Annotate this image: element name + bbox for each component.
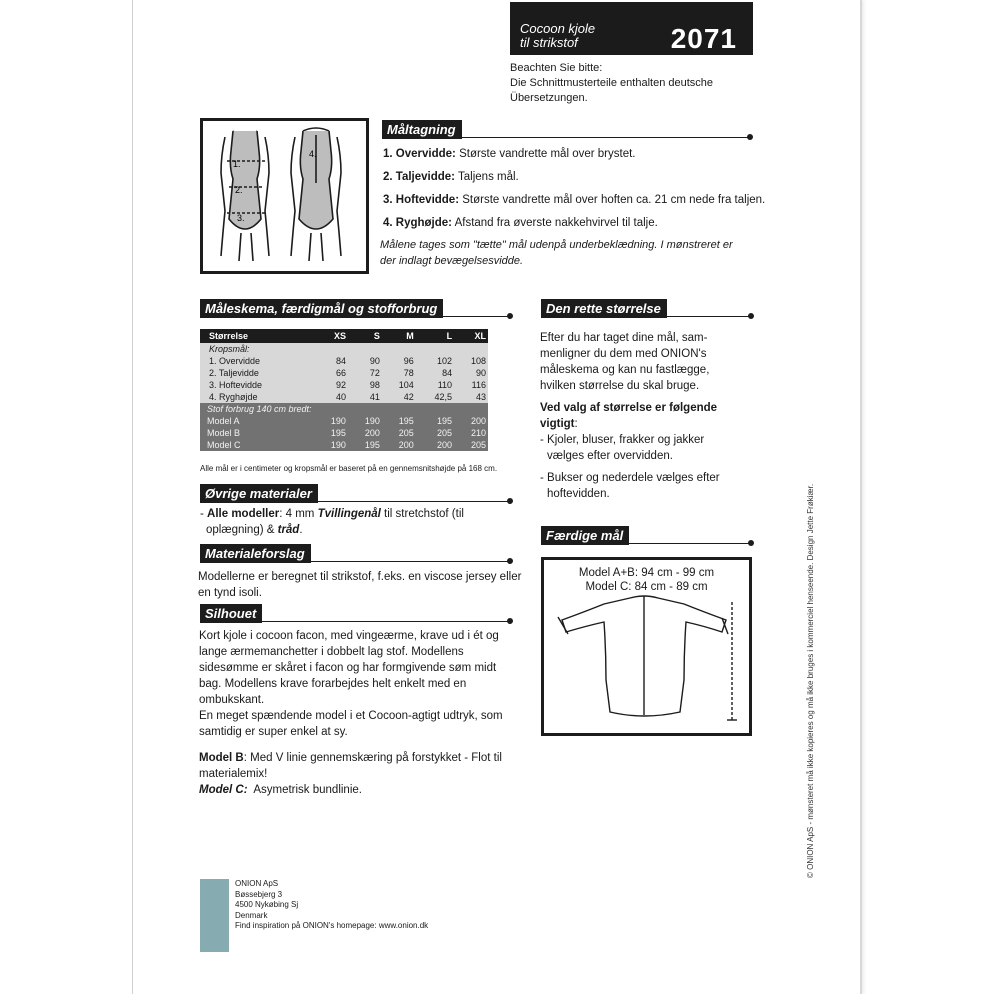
oevrige-text xyxy=(200,506,464,538)
company-web: Find inspiration på ONION's homepage: www.onion.dk xyxy=(235,921,429,930)
rette-bullet1-line2: vælges efter overvidden. xyxy=(547,450,673,462)
oevrige-text2: til stretchstof (til xyxy=(380,508,464,520)
figure-label-3: 3. xyxy=(237,213,245,223)
maaltagning-heading: Måltagning xyxy=(382,120,462,139)
table-cell: 104 xyxy=(382,379,416,391)
rette-bullet1: - Kjoler, bluser, frakker og jakker xyxy=(540,434,705,446)
rette-bullet2: - Bukser og nederdele vælges efter xyxy=(540,472,720,484)
table-cell: 108 xyxy=(454,355,488,367)
title-box xyxy=(510,2,753,55)
measure-label-3: 3. Hoftevidde: xyxy=(383,194,460,206)
table-header-cell: L xyxy=(416,329,454,343)
rette-bold-line1: Ved valg af størrelse er følgende xyxy=(540,402,718,414)
oevrige-line2-italic: tråd xyxy=(277,524,300,536)
stof-label: Stof forbrug 140 cm bredt: xyxy=(200,403,488,415)
company-info xyxy=(235,879,428,932)
table-cell: 200 xyxy=(416,439,454,451)
copyright-vertical: © ONION ApS - mønsteret må ikke kopieres og må ikke bruges i kommerciel henseende. Design Jette Frøkiær. xyxy=(806,483,815,878)
german-note-line3: Übersetzungen. xyxy=(510,92,588,104)
oevrige-bold: Alle modeller xyxy=(207,508,280,520)
section-header-rette-stoerrelse xyxy=(541,299,751,320)
table-cell: Model C xyxy=(200,439,314,451)
measure-label-2: 2. Taljevidde: xyxy=(383,171,456,183)
company-city: 4500 Nykøbing Sj xyxy=(235,900,299,909)
table-cell: 205 xyxy=(454,439,488,451)
table-cell: 90 xyxy=(348,355,382,367)
oevrige-heading: Øvrige materialer xyxy=(200,484,318,503)
table-cell: 190 xyxy=(314,415,348,427)
rette-stoerrelse-text xyxy=(540,330,720,502)
company-country: Denmark xyxy=(235,910,268,920)
table-header-cell: Størrelse xyxy=(200,329,314,343)
table-cell: 96 xyxy=(382,355,416,367)
figure-label-2: 2. xyxy=(235,185,243,195)
table-row xyxy=(200,391,488,403)
model-b-label: Model B xyxy=(199,752,244,764)
german-note-line1: Beachten Sie bitte: xyxy=(510,62,603,74)
pattern-name xyxy=(520,22,595,50)
table-row xyxy=(200,415,488,427)
measuring-figure xyxy=(200,118,369,274)
model-c-label: Model C: xyxy=(199,784,248,796)
rette-line: hvilken størrelse du skal bruge. xyxy=(540,380,700,392)
table-cell: 40 xyxy=(314,391,348,403)
figure-label-4: 4. xyxy=(309,149,317,159)
table-cell: 92 xyxy=(314,379,348,391)
table-cell: 72 xyxy=(348,367,382,379)
finished-measure-ab: Model A+B: 94 cm - 99 cm xyxy=(578,567,715,579)
table-header-row xyxy=(200,329,488,343)
table-cell: 3. Hoftevidde xyxy=(200,379,314,391)
silhouet-heading: Silhouet xyxy=(200,604,262,623)
table-row xyxy=(200,379,488,391)
maaleskema-heading: Måleskema, færdigmål og stofforbrug xyxy=(200,299,443,318)
table-header-cell: S xyxy=(348,329,382,343)
measure-item-1 xyxy=(383,148,635,160)
german-note xyxy=(510,61,713,106)
rette-bullet2-line2: hoftevidden. xyxy=(547,488,610,500)
kropsmaal-label: Kropsmål: xyxy=(200,343,488,355)
model-c-text: Asymetrisk bundlinie. xyxy=(247,784,362,796)
rette-bold-end: : xyxy=(574,418,578,430)
table-cell: 98 xyxy=(348,379,382,391)
table-cell: 4. Ryghøjde xyxy=(200,391,314,403)
table-cell: 43 xyxy=(454,391,488,403)
table-cell: 210 xyxy=(454,427,488,439)
table-cell: 200 xyxy=(454,415,488,427)
model-b-text: : Med V linie gennemskæring på forstykket - Flot til xyxy=(243,752,502,764)
table-cell: 195 xyxy=(416,415,454,427)
table-cell: 110 xyxy=(416,379,454,391)
figure-label-1: 1. xyxy=(233,159,241,169)
table-header-cell: XS xyxy=(314,329,348,343)
body-figure-icon xyxy=(203,121,366,271)
pattern-name-line2: til strikstof xyxy=(520,35,578,50)
pattern-name-line1: Cocoon kjole xyxy=(520,21,596,36)
finished-measure-c: Model C: 84 cm - 89 cm xyxy=(585,581,708,593)
silhouet-line: ombukskant. xyxy=(199,694,265,706)
oevrige-text1: : 4 mm xyxy=(279,508,318,520)
measure-note-line2: der indlagt bevægelsesvidde. xyxy=(380,255,524,267)
table-cell: 2. Taljevidde xyxy=(200,367,314,379)
oevrige-prefix: - xyxy=(200,508,208,520)
size-footnote: Alle mål er i centimeter og kropsmål er baseret på en gennemsnitshøjde på 168 cm. xyxy=(200,464,498,473)
section-header-faerdige-maal xyxy=(541,526,751,547)
table-cell: 42,5 xyxy=(416,391,454,403)
materialeforslag-heading: Materialeforslag xyxy=(200,544,311,563)
oevrige-line2: oplægning) & xyxy=(206,524,278,536)
table-cell: 190 xyxy=(314,439,348,451)
silhouet-text xyxy=(199,628,503,798)
german-note-line2: Die Schnittmusterteile enthalten deutsche xyxy=(510,77,714,89)
table-cell: 190 xyxy=(348,415,382,427)
measure-item-2 xyxy=(383,171,519,183)
table-cell: 84 xyxy=(314,355,348,367)
silhouet-line: bag. Modellens krave forarbejdes helt enkelt med en xyxy=(199,678,467,690)
section-header-maaltagning xyxy=(382,120,750,141)
table-cell: 195 xyxy=(348,439,382,451)
color-swatch xyxy=(200,879,229,952)
pattern-number: 2071 xyxy=(670,23,737,54)
measure-item-3 xyxy=(383,194,765,206)
table-row xyxy=(200,427,488,439)
table-cell: Model B xyxy=(200,427,314,439)
materialeforslag-line2: en tynd isoli. xyxy=(198,587,262,599)
rette-line: måleskema og kan nu fastlægge, xyxy=(540,364,710,376)
silhouet-line: En meget spændende model i et Cocoon-agtigt udtryk, som xyxy=(199,710,503,722)
oevrige-line2-end: . xyxy=(299,524,303,536)
oevrige-italic: Tvillingenål xyxy=(317,508,381,520)
table-cell: 41 xyxy=(348,391,382,403)
measure-text-4: Afstand fra øverste nakkehvirvel til talje. xyxy=(454,217,658,229)
table-cell: 195 xyxy=(314,427,348,439)
measure-text-1: Største vandrette mål over brystet. xyxy=(459,148,636,160)
table-cell: 205 xyxy=(382,427,416,439)
company-name: ONION ApS xyxy=(235,879,279,888)
company-street: Bøssebjerg 3 xyxy=(235,889,283,899)
size-table xyxy=(200,329,488,451)
table-row xyxy=(200,439,488,451)
garment-flat-icon xyxy=(544,560,749,733)
table-cell: 195 xyxy=(382,415,416,427)
section-header-oevrige xyxy=(200,484,510,505)
table-cell: 90 xyxy=(454,367,488,379)
finished-garment-box xyxy=(541,557,752,736)
table-row xyxy=(200,367,488,379)
rette-line: Efter du har taget dine mål, sam- xyxy=(540,332,708,344)
rette-stoerrelse-heading: Den rette størrelse xyxy=(541,299,667,318)
silhouet-line: Kort kjole i cocoon facon, med vingeærme, krave ud i ét og xyxy=(199,630,499,642)
rette-bold-line2: vigtigt xyxy=(540,418,575,430)
size-chart xyxy=(200,329,488,451)
measure-item-4 xyxy=(383,217,658,229)
silhouet-line: lange ærmemanchetter i dobbelt lag stof. Modellens xyxy=(199,646,464,658)
materialeforslag-line1: Modellerne er beregnet til strikstof, f.eks. en viscose jersey eller xyxy=(198,571,522,583)
table-cell: 205 xyxy=(416,427,454,439)
rette-line: menligner du dem med ONION's xyxy=(540,348,707,360)
measure-text-2: Taljens mål. xyxy=(458,171,519,183)
table-row xyxy=(200,355,488,367)
section-header-silhouet xyxy=(200,604,510,625)
materialeforslag-text xyxy=(198,569,521,601)
table-header-cell: M xyxy=(382,329,416,343)
measure-note xyxy=(380,237,733,269)
table-cell: 116 xyxy=(454,379,488,391)
table-cell: 102 xyxy=(416,355,454,367)
faerdige-maal-heading: Færdige mål xyxy=(541,526,629,545)
measure-note-line1: Målene tages som "tætte" mål udenpå underbeklædning. I mønstreret er xyxy=(380,239,733,251)
measure-label-4: 4. Ryghøjde: xyxy=(383,217,453,229)
table-cell: 1. Overvidde xyxy=(200,355,314,367)
model-b-text2: materialemix! xyxy=(199,768,268,780)
table-cell: 78 xyxy=(382,367,416,379)
silhouet-line: samtidig er super enkel at sy. xyxy=(199,726,348,738)
table-cell: 66 xyxy=(314,367,348,379)
table-cell: Model A xyxy=(200,415,314,427)
table-cell: 42 xyxy=(382,391,416,403)
table-cell: 200 xyxy=(382,439,416,451)
table-header-cell: XL xyxy=(454,329,488,343)
section-header-maaleskema xyxy=(200,299,510,320)
table-cell: 84 xyxy=(416,367,454,379)
table-cell: 200 xyxy=(348,427,382,439)
measure-text-3: Største vandrette mål over hoften ca. 21 cm nede fra taljen. xyxy=(462,194,766,206)
silhouet-line: sidesømme er skåret i facon og har formgivende søm midt xyxy=(199,662,497,674)
section-header-materialeforslag xyxy=(200,544,510,565)
measure-label-1: 1. Overvidde: xyxy=(383,148,456,160)
